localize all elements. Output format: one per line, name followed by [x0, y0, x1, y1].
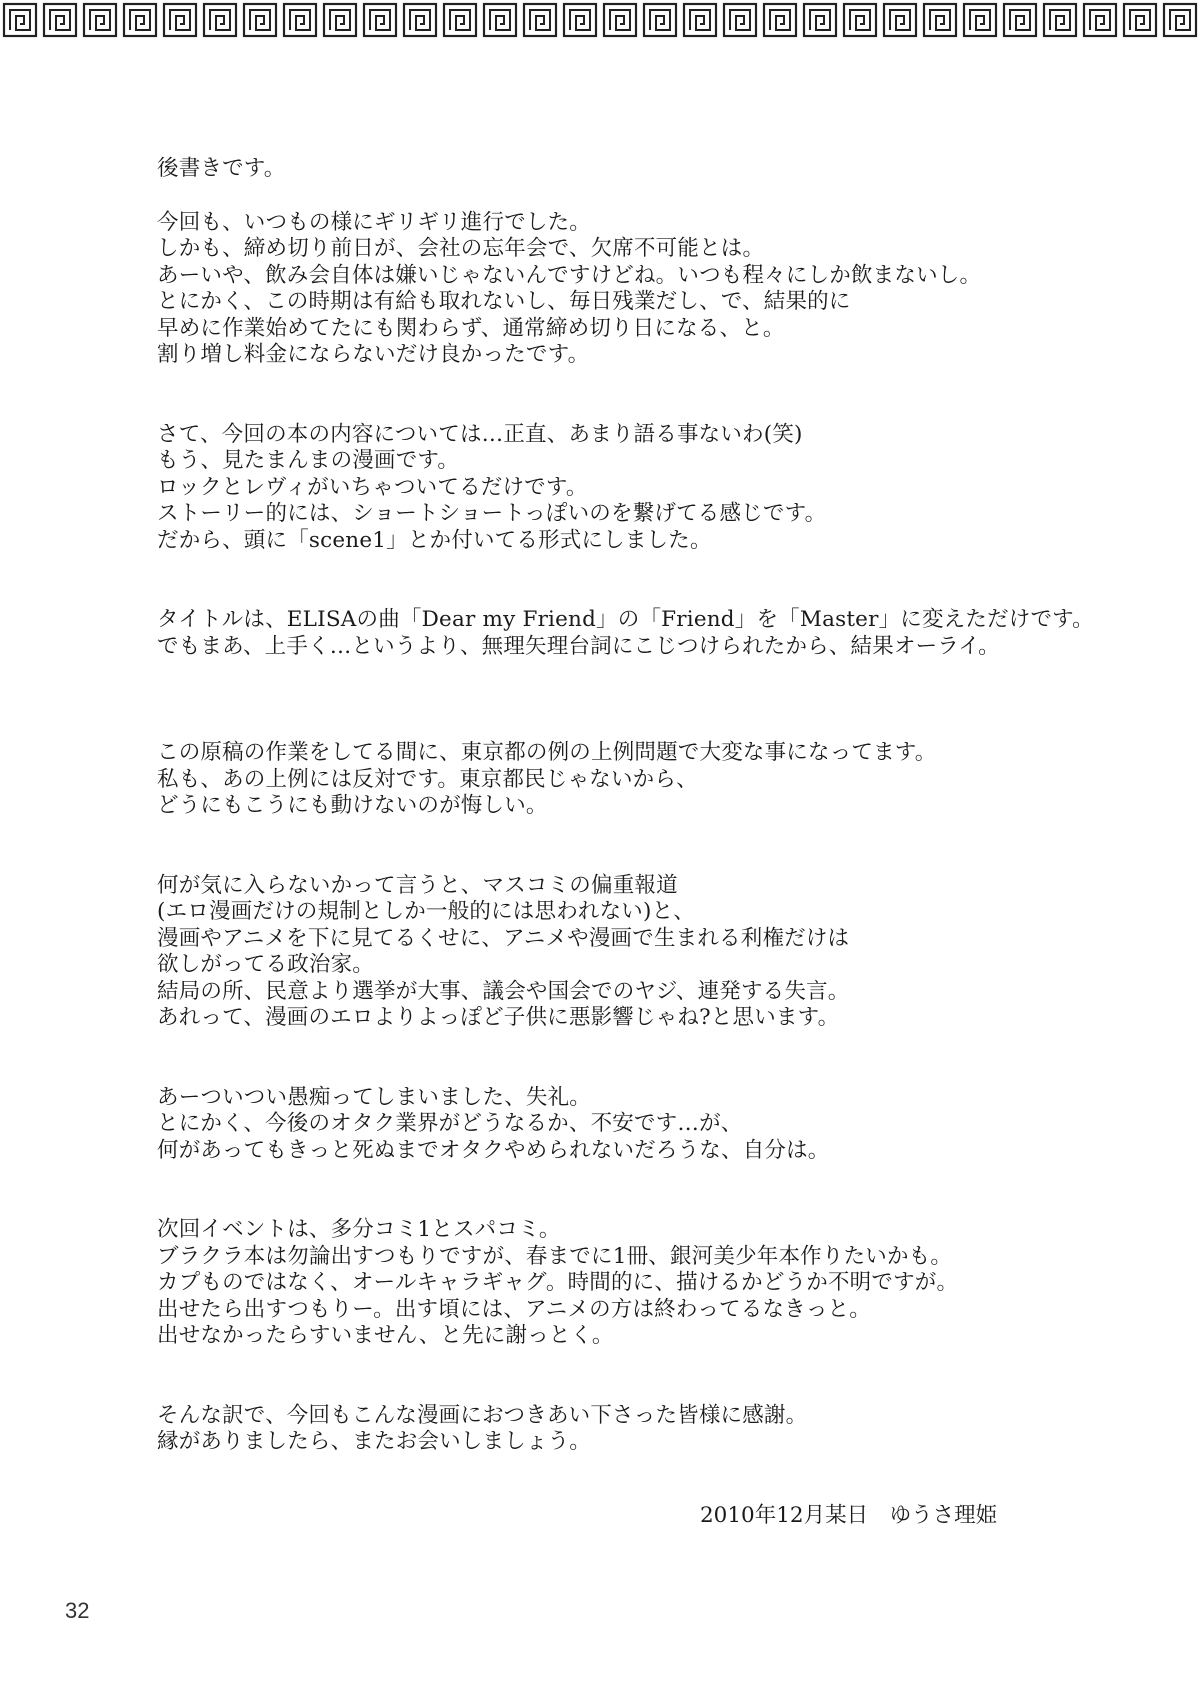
text-line: ブラクラ本は勿論出すつもりですが、春までに1冊、銀河美少年本作りたいかも。	[157, 1243, 953, 1269]
signature	[700, 1503, 997, 1530]
intro-paragraph	[157, 156, 1117, 183]
signature-author: ゆうさ理姫	[889, 1503, 998, 1528]
text-line: 欲しがってる政治家。	[157, 952, 375, 977]
paragraph-ordinance	[157, 740, 1117, 820]
text-line: 私も、あの上例には反対です。東京都民じゃないから、	[157, 766, 698, 792]
text-line: (エロ漫画だけの規制としか一般的には思われない)と、	[157, 899, 695, 924]
text-line: 何があってもきっと死ぬまでオタクやめられないだろうな、自分は。	[157, 1137, 830, 1163]
text-line: 早めに作業始めてたにも関わらず、通常締め切り日になる、と。	[157, 315, 785, 341]
greek-key-border-icon	[0, 0, 1200, 40]
text-line: 何が気に入らないかって言うと、マスコミの偏重報道	[157, 872, 678, 898]
text-line: 縁がありましたら、またお会いしましょう。	[157, 1429, 592, 1454]
text-line: 後書きです。	[157, 156, 286, 181]
text-line: 割り増し料金にならないだけ良かったです。	[157, 342, 590, 367]
text-line: とにかく、今後のオタク業界がどうなるか、不安です…が、	[157, 1111, 743, 1136]
text-line: もう、見たまんまの漫画です。	[157, 448, 460, 473]
text-line: ストーリー的には、ショートショートっぽいのを繋げてる感じです。	[157, 501, 827, 526]
text-line: 出せたら出すつもりー。出す頃には、アニメの方は終わってるなきっと。	[157, 1296, 871, 1322]
page-number: 32	[65, 1598, 90, 1623]
text-line: しかも、締め切り前日が、会社の忘年会で、欠席不可能とは。	[157, 236, 765, 261]
paragraph-complaint	[157, 873, 1117, 1032]
text-line: どうにもこうにも動けないのが悔しい。	[157, 793, 548, 818]
paragraph-title	[157, 607, 1117, 660]
text-line: ロックとレヴィがいちゃついてるだけです。	[157, 474, 588, 500]
afterword-body	[157, 156, 1117, 1456]
text-line: さて、今回の本の内容については…正直、あまり語る事ないわ(笑)	[157, 421, 803, 447]
signature-date: 2010年12月某日	[700, 1503, 869, 1528]
text-line: あーいや、飲み会自体は嫌いじゃないんですけどね。いつも程々にしか飲まないし。	[157, 262, 982, 288]
paragraph-content	[157, 422, 1117, 555]
paragraph-apology	[157, 1085, 1117, 1165]
text-line: そんな訳で、今回もこんな漫画におつきあい下さった皆様に感謝。	[157, 1402, 808, 1428]
text-line: 今回も、いつもの様にギリギリ進行でした。	[157, 209, 592, 235]
text-line: 次回イベントは、多分コミ1とスパコミ。	[157, 1217, 561, 1242]
paragraph-schedule	[157, 210, 1117, 369]
text-line: タイトルは、ELISAの曲「Dear my Friend」の「Friend」を「Master」に変えただけです。	[157, 607, 1094, 632]
text-line: 漫画やアニメを下に見てるくせに、アニメや漫画で生まれる利権だけは	[157, 925, 850, 951]
text-line: 出せなかったらすいません、と先に謝っとく。	[157, 1323, 614, 1348]
paragraph-next-event	[157, 1217, 1117, 1350]
text-line: だから、頭に「scene1」とか付いてる形式にしました。	[157, 527, 712, 553]
text-line: この原稿の作業をしてる間に、東京都の例の上例問題で大変な事になってます。	[157, 740, 937, 765]
text-line: カプものではなく、オールキャラギャグ。時間的に、描けるかどうか不明ですが。	[157, 1270, 959, 1295]
text-line: あれって、漫画のエロよりよっぽど子供に悪影響じゃね?と思います。	[157, 1005, 840, 1030]
text-line: あーついつい愚痴ってしまいました、失礼。	[157, 1084, 592, 1110]
paragraph-thanks	[157, 1403, 1117, 1456]
text-line: でもまあ、上手く…というより、無理矢理台詞にこじつけられたから、結果オーライ。	[157, 633, 1000, 659]
text-line: 結局の所、民意より選挙が大事、議会や国会でのヤジ、連発する失言。	[157, 978, 850, 1004]
text-line: とにかく、この時期は有給も取れないし、毎日残業だし、で、結果的に	[157, 289, 851, 314]
